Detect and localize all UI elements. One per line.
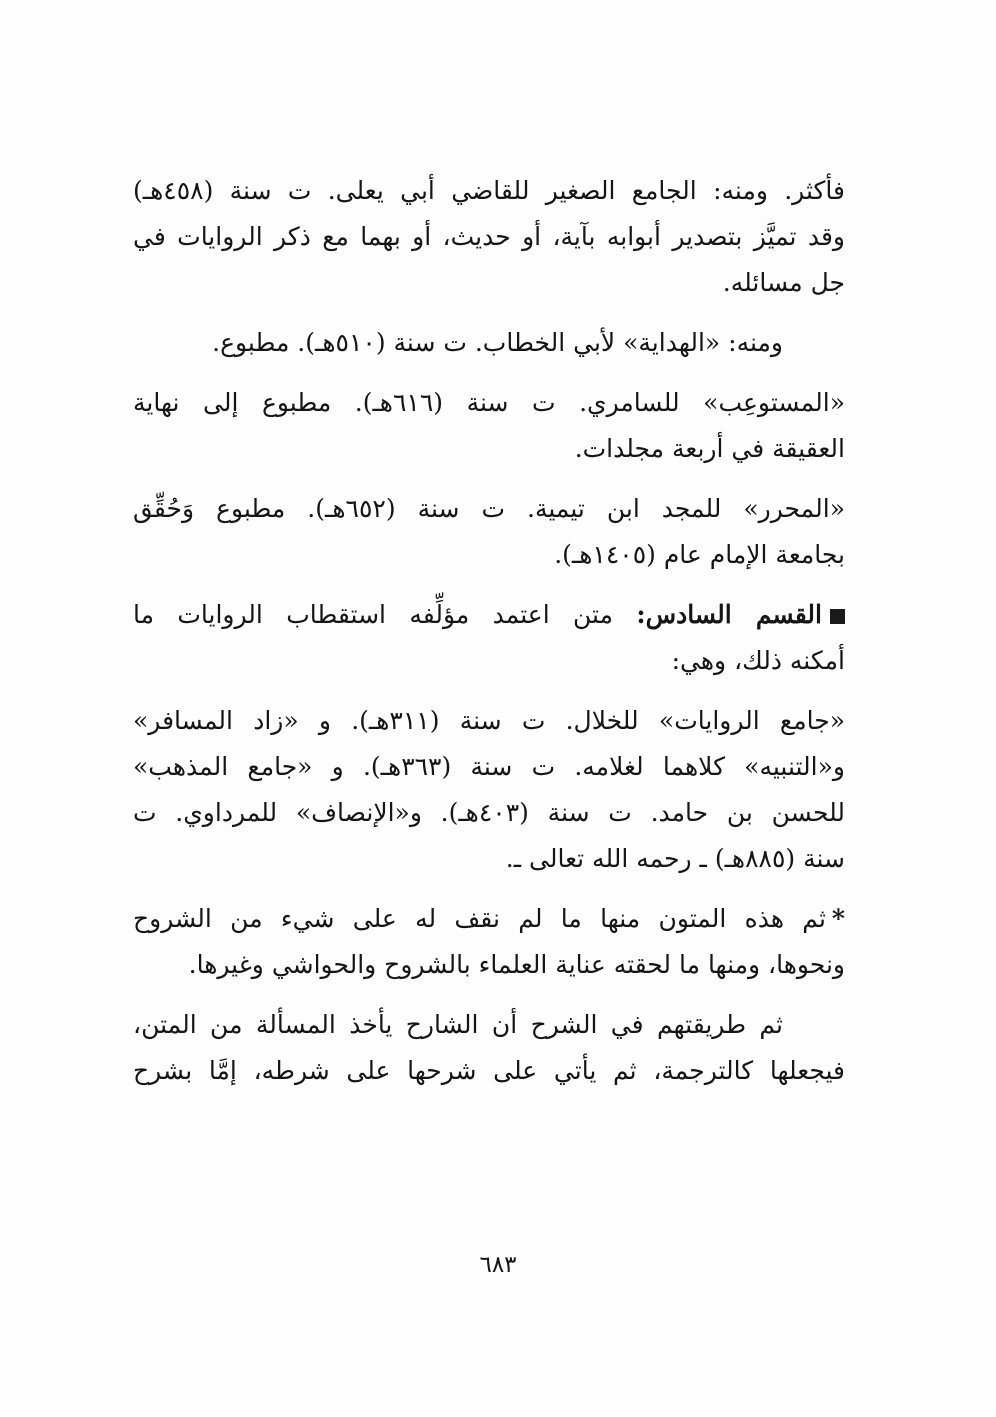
- text-line: جل مسائله.: [722, 268, 845, 297]
- text-line: ونحوها، ومنها ما لحقته عناية العلماء بالشروح والحواشي وغيرها.: [188, 950, 845, 979]
- section-heading: القسم السادس:: [636, 600, 822, 629]
- text-line: «المستوعِب» للسامري. ت سنة (٦١٦هـ). مطبوع إلى نهاية: [133, 388, 845, 417]
- paragraph-gap: [133, 472, 845, 486]
- note-line: [133, 896, 845, 942]
- section-heading-text: متن اعتمد مؤلِّفه استقطاب الروايات ما: [133, 600, 613, 629]
- main-text: [133, 168, 845, 1094]
- paragraph-gap: [133, 306, 845, 320]
- text-line: بجامعة الإمام عام (١٤٠٥هـ).: [554, 540, 845, 569]
- page-number: ٦٨٣: [479, 1252, 517, 1278]
- text-line: العقيقة في أربعة مجلدات.: [574, 434, 845, 463]
- asterisk-bullet-icon: *: [831, 904, 845, 933]
- text-line: ومنه: «الهداية» لأبي الخطاب. ت سنة (٥١٠هـ). مطبوع.: [212, 328, 783, 357]
- section-heading-line: [133, 592, 845, 638]
- text-line: أمكنه ذلك، وهي:: [671, 646, 845, 675]
- paragraph-gap: [133, 366, 845, 380]
- text-line: و«التنبيه» كلاهما لغلامه. ت سنة (٣٦٣هـ). و «جامع المذهب»: [133, 752, 845, 781]
- note-text: ثم هذه المتون منها ما لم نقف له على شيء من الشروح: [133, 904, 826, 933]
- text-line: «جامع الروايات» للخلال. ت سنة (٣١١هـ). و «زاد المسافر»: [133, 706, 845, 735]
- paragraph-gap: [133, 578, 845, 592]
- text-line: فأكثر. ومنه: الجامع الصغير للقاضي أبي يعلى. ت سنة (٤٥٨هـ): [133, 176, 845, 205]
- paragraph-gap: [133, 988, 845, 1002]
- text-line: ثم طريقتهم في الشرح أن الشارح يأخذ المسألة من المتن،: [133, 1010, 783, 1039]
- text-line: وقد تميَّز بتصدير أبوابه بآية، أو حديث، أو بهما مع ذكر الروايات في: [133, 222, 845, 251]
- paragraph-gap: [133, 882, 845, 896]
- square-bullet-icon: [830, 609, 845, 624]
- text-line: للحسن بن حامد. ت سنة (٤٠٣هـ). و«الإنصاف» للمرداوي. ت: [133, 798, 845, 827]
- text-line: فيجعلها كالترجمة، ثم يأتي على شرحها على شرطه، إمَّا بشرح: [133, 1056, 845, 1085]
- text-line: «المحرر» للمجد ابن تيمية. ت سنة (٦٥٢هـ). مطبوع وَحُقِّق: [133, 494, 845, 523]
- text-line: سنة (٨٨٥هـ) ـ رحمه الله تعالى ـ.: [505, 844, 845, 873]
- paragraph-gap: [133, 684, 845, 698]
